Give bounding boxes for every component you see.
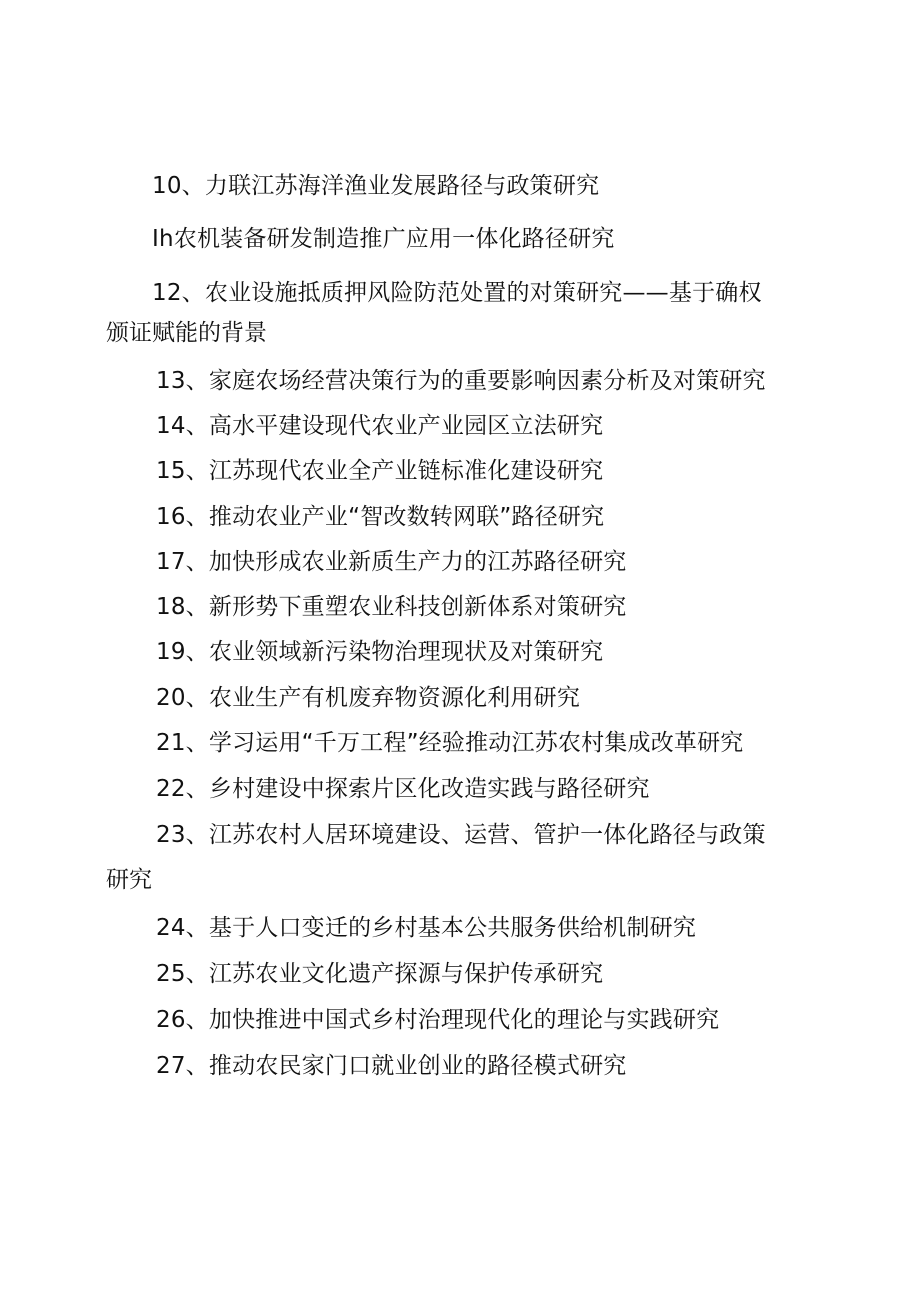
item-text: 农业设施抵质押风险防范处置的对策研究——基于确权 [204, 280, 762, 306]
item-number: 19、 [156, 639, 209, 665]
list-item [156, 539, 626, 585]
list-item [156, 584, 626, 630]
item-number: 14、 [156, 413, 209, 439]
list-item [156, 494, 604, 540]
item-text: 农业领域新污染物治理现状及对策研究 [208, 639, 604, 665]
item-text: 江苏农业文化遗产探源与保护传承研究 [208, 961, 604, 987]
list-item [156, 448, 603, 494]
item-number: 15、 [156, 458, 209, 484]
item-text: 农业生产有机废弃物资源化利用研究 [208, 685, 581, 711]
item-text: 基于人口变迁的乡村基本公共服务供给机制研究 [208, 915, 697, 941]
item-number: 21、 [156, 730, 209, 756]
item-number: 25、 [156, 961, 209, 987]
list-item [156, 812, 766, 858]
list-item [156, 766, 650, 812]
item-text: 推动农业产业“智改数转网联”路径研究 [208, 504, 605, 530]
list-item [156, 358, 766, 404]
item-number: 10、 [152, 173, 205, 199]
item-text: 农机装备研发制造推广应用一体化路径研究 [173, 226, 615, 252]
list-item-continuation: 研究 [106, 867, 152, 893]
item-text: 新形势下重塑农业科技创新体系对策研究 [208, 594, 627, 620]
item-number: 24、 [156, 915, 209, 941]
item-text: 力联江苏海洋渔业发展路径与政策研究 [204, 173, 600, 199]
list-item [156, 997, 719, 1043]
item-text: 高水平建设现代农业产业园区立法研究 [208, 413, 604, 439]
item-number: 12、 [152, 280, 205, 306]
list-item [156, 1043, 626, 1089]
item-number: 17、 [156, 549, 209, 575]
item-number: 18、 [156, 594, 209, 620]
item-text: 家庭农场经营决策行为的重要影响因素分析及对策研究 [208, 368, 766, 394]
item-text: 乡村建设中探索片区化改造实践与路径研究 [208, 776, 650, 802]
item-text: 学习运用“千万工程”经验推动江苏农村集成改革研究 [208, 730, 744, 756]
list-item [156, 629, 603, 675]
item-number: 20、 [156, 685, 209, 711]
item-number: 26、 [156, 1007, 209, 1033]
list-item [152, 163, 599, 209]
item-text: 江苏现代农业全产业链标准化建设研究 [208, 458, 604, 484]
item-number: Ih [152, 226, 174, 252]
item-text: 推动农民家门口就业创业的路径模式研究 [208, 1053, 627, 1079]
list-item [152, 216, 615, 262]
item-number: 16、 [156, 504, 209, 530]
list-item [156, 720, 744, 766]
item-number: 13、 [156, 368, 209, 394]
item-text: 江苏农村人居环境建设、运营、管护一体化路径与政策 [208, 822, 766, 848]
list-item-continuation: 颁证赋能的背景 [106, 320, 267, 346]
list-item [156, 951, 603, 997]
item-number: 22、 [156, 776, 209, 802]
item-text: 加快形成农业新质生产力的江苏路径研究 [208, 549, 627, 575]
item-number: 23、 [156, 822, 209, 848]
list-item [156, 905, 696, 951]
list-item [156, 675, 580, 721]
list-item [156, 403, 603, 449]
item-number: 27、 [156, 1053, 209, 1079]
item-text: 加快推进中国式乡村治理现代化的理论与实践研究 [208, 1007, 720, 1033]
